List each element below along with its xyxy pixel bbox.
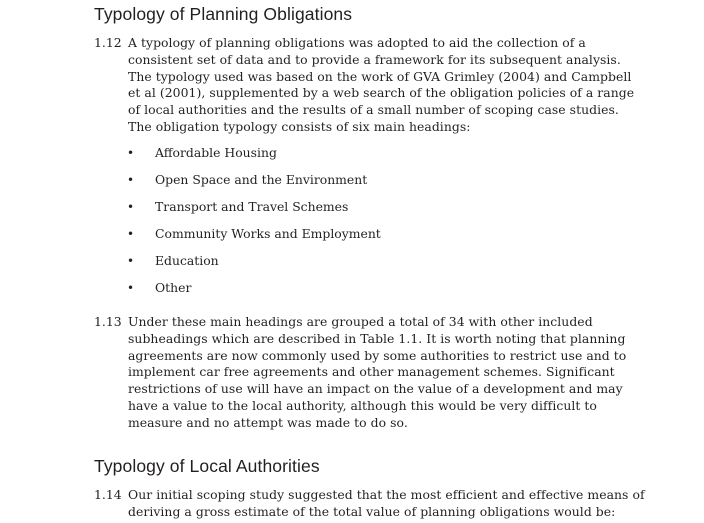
text-line: The typology used was based on the work of GVA Grimley (2004) and Campbell (128, 68, 632, 84)
text-line: have a value to the local authority, although this would be very difficult to (128, 397, 597, 413)
text-line: implement car free agreements and other management schemes. Significant (128, 364, 615, 380)
bullet-icon: • (127, 173, 135, 187)
text-line: Our initial scoping study suggested that the most efficient and effective means of (128, 487, 645, 502)
paragraph-number: 1.13 (94, 314, 122, 329)
list-item-label: Transport and Travel Schemes (155, 199, 349, 214)
section-heading-local-authorities: Typology of Local Authorities (94, 456, 320, 476)
list-item-label: Other (155, 280, 192, 295)
section-heading-planning-obligations: Typology of Planning Obligations (94, 4, 353, 24)
paragraph-1-12 (94, 35, 654, 136)
paragraph-number: 1.12 (94, 35, 122, 50)
list-item-label: Open Space and the Environment (155, 172, 368, 187)
bullet-icon: • (127, 281, 135, 295)
paragraph-text (128, 487, 654, 521)
paragraph-number: 1.14 (94, 487, 122, 502)
list-item-label: Affordable Housing (155, 145, 277, 160)
paragraph-text (128, 314, 654, 432)
list-item-label: Education (155, 253, 219, 268)
bullet-icon: • (127, 200, 135, 214)
text-line: et al (2001), supplemented by a web search of the obligation policies of a range (128, 85, 635, 101)
text-line: The obligation typology consists of six main headings: (128, 118, 471, 134)
text-line: restrictions of use will have an impact on the value of a development and may (128, 381, 623, 397)
paragraph-1-13 (94, 314, 654, 432)
text-line: Under these main headings are grouped a total of 34 with other included (128, 314, 593, 329)
paragraph-1-14 (94, 487, 654, 521)
text-line: deriving a gross estimate of the total value of planning obligations would be: (128, 503, 616, 519)
paragraph-text (128, 35, 654, 136)
bullet-icon: • (127, 227, 135, 241)
list-item-label: Community Works and Employment (155, 226, 381, 241)
text-line: of local authorities and the results of a small number of scoping case studies. (128, 102, 619, 118)
text-line: agreements are now commonly used by some authorities to restrict use and to (128, 347, 627, 363)
text-line: A typology of planning obligations was adopted to aid the collection of a (128, 35, 586, 50)
bullet-icon: • (127, 146, 135, 160)
text-line: subheadings which are described in Table 1.1. It is worth noting that planning (128, 330, 626, 346)
bullet-icon: • (127, 254, 135, 268)
text-line: consistent set of data and to provide a framework for its subsequent analysis. (128, 51, 621, 67)
text-line: measure and no attempt was made to do so. (128, 414, 408, 430)
